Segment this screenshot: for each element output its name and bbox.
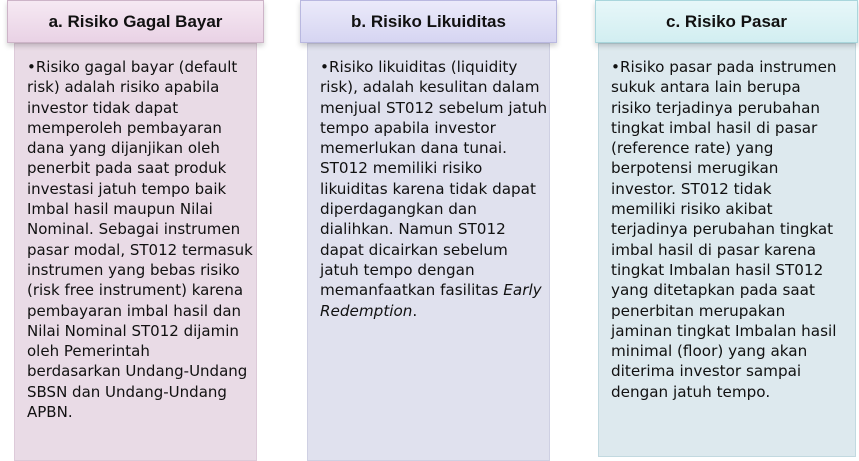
line-text: instrumen yang bebas risiko xyxy=(27,260,240,279)
text-line xyxy=(27,402,250,422)
line-text: minimal (floor) yang akan xyxy=(611,342,808,361)
column-header: a. Risiko Gagal Bayar xyxy=(7,0,264,43)
text-line xyxy=(27,57,250,77)
text-line xyxy=(611,341,849,361)
line-text: investasi jatuh tempo baik xyxy=(27,179,227,198)
line-text: investor. ST012 tidak xyxy=(611,179,772,198)
body-text xyxy=(611,57,849,402)
line-text: diperdagangkan dan xyxy=(320,200,477,219)
text-line xyxy=(611,158,849,178)
bullet-icon: • xyxy=(320,58,329,76)
text-line xyxy=(320,57,543,77)
text-line xyxy=(611,321,849,341)
text-line xyxy=(27,321,250,341)
line-text: dialihkan. Namun ST012 xyxy=(320,220,506,239)
line-text: penerbit pada saat produk xyxy=(27,159,227,178)
line-text: . xyxy=(412,301,418,320)
text-line xyxy=(27,219,250,239)
line-text: tempo apabila investor xyxy=(320,118,496,137)
line-text: imbal hasil di pasar karena xyxy=(611,240,817,259)
line-text: APBN. xyxy=(27,403,73,422)
line-text: diterima investor sampai xyxy=(611,362,802,381)
line-text: investor tidak dapat xyxy=(27,98,179,117)
text-line xyxy=(27,240,253,260)
text-line xyxy=(27,301,250,321)
text-line xyxy=(611,98,849,118)
text-line xyxy=(27,98,250,118)
line-text: risk) adalah risiko apabila xyxy=(27,78,220,97)
text-line xyxy=(320,77,543,97)
line-text: tingkat Imbalan hasil ST012 xyxy=(611,260,824,279)
text-line xyxy=(611,199,849,219)
line-text: dapat dicairkan sebelum xyxy=(320,240,508,259)
bullet-icon: • xyxy=(27,58,36,76)
text-line xyxy=(320,240,543,260)
text-line xyxy=(27,382,250,402)
line-text: Imbal hasil maupun Nilai xyxy=(27,200,213,219)
line-text: sukuk antara lain berupa xyxy=(611,78,801,97)
line-text: (risk free instrument) karena xyxy=(27,281,244,300)
line-text: penerbitan merupakan xyxy=(611,301,786,320)
content-box xyxy=(598,43,856,457)
text-line xyxy=(611,118,849,138)
line-text: dana yang dijanjikan oleh xyxy=(27,139,220,158)
text-line xyxy=(320,280,543,300)
line-text: SBSN dan Undang-Undang xyxy=(27,382,227,401)
line-text: memanfaatkan fasilitas xyxy=(320,281,499,300)
text-line xyxy=(320,179,543,199)
line-text: tingkat imbal hasil di pasar xyxy=(611,118,818,137)
text-line xyxy=(320,118,543,138)
line-text: berdasarkan Undang-Undang xyxy=(27,362,248,381)
line-text: yang ditetapkan pada saat xyxy=(611,281,815,300)
line-text: ST012 memiliki risiko xyxy=(320,159,483,178)
line-text: Nilai Nominal ST012 dijamin xyxy=(27,321,239,340)
line-text: pasar modal, ST012 termasuk xyxy=(27,240,253,259)
line-text: berpotensi merugikan xyxy=(611,159,779,178)
text-line xyxy=(27,138,250,158)
column-header: c. Risiko Pasar xyxy=(595,0,858,43)
column-header: b. Risiko Likuiditas xyxy=(300,0,557,43)
italic-term: Early xyxy=(503,281,542,300)
content-box xyxy=(307,43,550,461)
text-line xyxy=(320,260,543,280)
body-text xyxy=(27,57,253,422)
text-line xyxy=(27,280,250,300)
text-line xyxy=(320,219,543,239)
text-line xyxy=(611,280,849,300)
text-line xyxy=(611,179,849,199)
text-line xyxy=(320,301,543,321)
text-line xyxy=(611,382,849,402)
line-text: menjual ST012 sebelum jatuh xyxy=(320,98,548,117)
text-line xyxy=(611,219,849,239)
line-text: likuiditas karena tidak dapat xyxy=(320,179,536,198)
line-text: Risiko likuiditas (liquidity xyxy=(328,58,518,76)
line-text: jatuh tempo dengan xyxy=(320,260,475,279)
text-line xyxy=(27,341,250,361)
line-text: dengan jatuh tempo. xyxy=(611,382,771,401)
line-text: risiko terjadinya perubahan xyxy=(611,98,821,117)
bullet-icon: • xyxy=(611,58,620,76)
text-line xyxy=(27,361,250,381)
line-text: memerlukan dana tunai. xyxy=(320,139,507,158)
text-line xyxy=(27,199,250,219)
text-line xyxy=(27,77,250,97)
line-text: terjadinya perubahan tingkat xyxy=(611,220,834,239)
text-line xyxy=(320,199,543,219)
text-line xyxy=(611,57,849,77)
text-line xyxy=(611,240,849,260)
content-box xyxy=(14,43,257,461)
line-text: memperoleh pembayaran xyxy=(27,118,222,137)
text-line xyxy=(320,138,543,158)
line-text: oleh Pemerintah xyxy=(27,342,150,361)
line-text: jaminan tingkat Imbalan hasil xyxy=(611,321,837,340)
text-line xyxy=(27,260,250,280)
text-line xyxy=(611,77,849,97)
line-text: Risiko pasar pada instrumen xyxy=(619,58,837,76)
text-line xyxy=(611,301,849,321)
text-line xyxy=(27,118,250,138)
line-text: pembayaran imbal hasil dan xyxy=(27,301,242,320)
text-line xyxy=(320,158,543,178)
text-line xyxy=(27,158,250,178)
text-line xyxy=(611,138,849,158)
line-text: risk), adalah kesulitan dalam xyxy=(320,78,540,97)
text-line xyxy=(27,179,250,199)
line-text: Risiko gagal bayar (default xyxy=(35,58,238,76)
line-text: memiliki risiko akibat xyxy=(611,200,773,219)
text-line xyxy=(320,98,548,118)
text-line xyxy=(611,260,849,280)
text-line xyxy=(611,361,849,381)
body-text xyxy=(320,57,548,321)
italic-term: Redemption xyxy=(320,301,413,320)
line-text: (reference rate) yang xyxy=(611,139,774,158)
line-text: Nominal. Sebagai instrumen xyxy=(27,220,241,239)
